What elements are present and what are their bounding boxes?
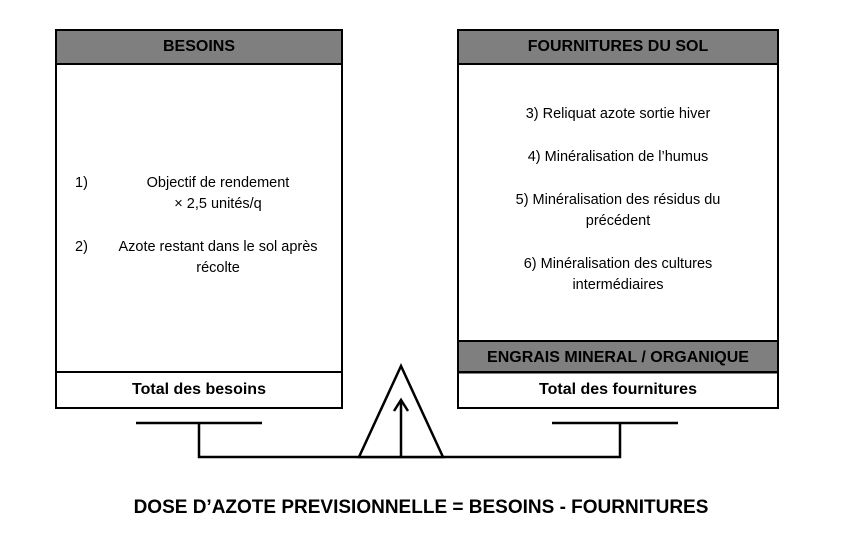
besoins-item-1-number: 1) <box>75 175 88 191</box>
besoins-total: Total des besoins <box>57 371 341 407</box>
besoins-header: BESOINS <box>57 31 341 65</box>
fournitures-item-5-subtext: précédent <box>585 213 651 229</box>
fournitures-item-3-text: 3) Reliquat azote sortie hiver <box>525 106 711 122</box>
besoins-item-2-text: Azote restant dans le sol après <box>118 239 318 255</box>
engrais-band: ENGRAIS MINERAL / ORGANIQUE <box>459 340 777 374</box>
besoins-item-1-text: Objectif de rendement <box>146 175 290 191</box>
fournitures-total: Total des fournitures <box>459 371 777 407</box>
besoins-item-2-subtext: récolte <box>196 260 240 276</box>
besoins-item-1-subtext: × 2,5 unités/q <box>174 196 262 212</box>
besoins-item-2-number: 2) <box>75 239 88 255</box>
fournitures-header: FOURNITURES DU SOL <box>459 31 777 65</box>
formula-text: DOSE D’AZOTE PREVISIONNELLE = BESOINS - FOURNITURES <box>133 497 709 518</box>
fournitures-item-4-text: 4) Minéralisation de l’humus <box>527 149 709 165</box>
fournitures-item-5-text: 5) Minéralisation des résidus du <box>515 192 721 208</box>
fournitures-item-6-subtext: intermédiaires <box>572 277 664 293</box>
fournitures-item-6-text: 6) Minéralisation des cultures <box>523 256 713 272</box>
